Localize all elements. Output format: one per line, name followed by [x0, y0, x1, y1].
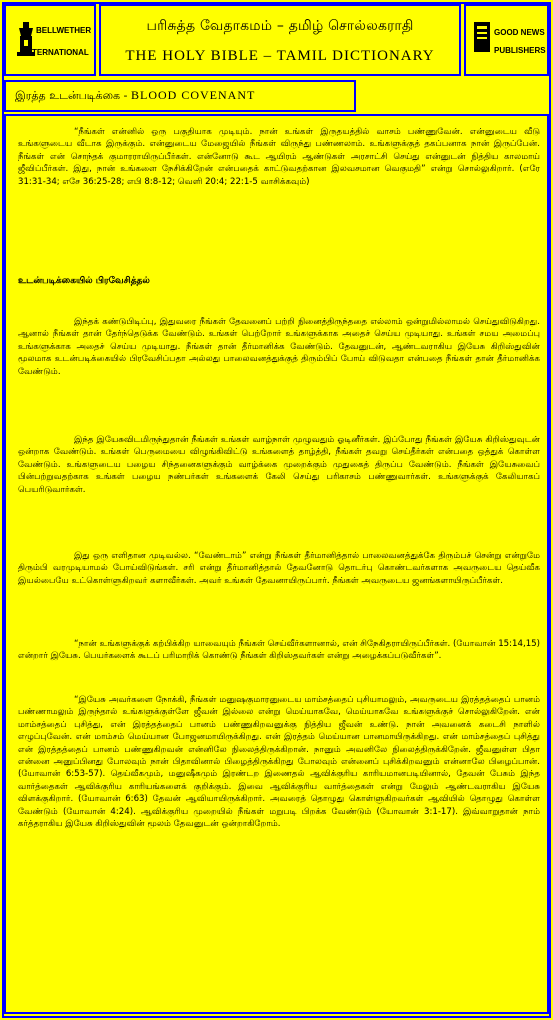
- paragraph-1: இந்தக் கண்டுபிடிப்பு, இதுவரை நீங்கள் தேவனைப் பற்றி நினைத்திருந்ததை எல்லாம் ஒன்றுமில்லாமல் செய்துவிடுகிறது. ஆனால் நீங்கள் தான் தேர்ந்தெடுக்க வேண்டும். உங்கள் பெற்றோர் உங்களுக்காக அதைச் செய்ய முடியாது. உங்கள் சமய அமைப்பு உங்களுக்காக அதைச் செய்ய முடியாது. நீங்கள் தான் தீர்மானிக்க வேண்டும். தேவனுடன், ஆண்டவராகிய இயேசு கிறிஸ்துவின் மூலமாக உடன்படிக்கையில் பிரவேசிப்பதா அல்லது பாலைவனத்துக்குத் திரும்பிப் போய் விடுவதா என்பதை நீங்கள் தான் தீர்மானிக்க வேண்டும்.: [18, 317, 540, 377]
- paragraph-4: “நான் உங்களுக்குக் கற்பிக்கிற யாவையும் நீங்கள் செய்வீர்களானால், என் சிநேகிதராயிருப்பீர்கள். (யோவான் 15:14,15) என்றார் இயேசு. பெயர்களைக் கூடப் பரிமாறிக் கொண்டு நீங்கள் கிறிஸ்தவர்கள் என்று அழைக்கப்படுவீர்கள்”.: [18, 639, 540, 662]
- bellwether-logo: [4, 4, 96, 76]
- title-english: THE HOLY BIBLE – TAMIL DICTIONARY: [125, 48, 435, 64]
- paragraph-2: இந்த இயேசுவிடமிருந்துதான் நீங்கள் உங்கள் வாழ்நாள் முழுவதும் ஓடினீர்கள். இப்போது நீங்கள் இயேசு கிறிஸ்துவுடன் ஒன்றாக வேண்டும். உங்கள் பெருமையை விழுங்கிவிட்டு உங்களைத் தாழ்த்தி, நீங்கள் தவறு செய்தீர்கள் என்பதை ஒத்துக் கொள்ள வேண்டும். உங்களுடைய பழைய சிந்தனைகளுக்கும் வாழ்க்கை முறைக்கும் முதுகைத் திருப்ப வேண்டும். நீங்கள் இயேசுவைப் பின்பற்றுவதற்காக உங்கள் பழைய நண்பர்கள் உங்களைக் கேலி செய்து பரிகாசம் பண்ணுவார்கள். உங்களுக்குக் கேலியாகப் பெயரிடுவார்கள்.: [18, 435, 540, 495]
- header: [4, 4, 549, 76]
- section-title-tamil: இரத்த உடன்படிக்கை -: [15, 89, 131, 102]
- good-news-logo: [464, 4, 549, 76]
- intro-paragraph: “நீங்கள் என்னில் ஒரு பகுதியாக முடியும். நான் உங்கள் இருதயத்தில் வாசம் பண்ணுவேன். என்னுடைய வீடு உங்களுடைய வீடாக இருக்கும். என்னுடைய மேஜையில் நீங்கள் விருந்து பண்ணலாம். உங்களுக்குத் தகப்பனாக நான் இருப்பேன். நீங்கள் என் சொந்தக் குமாரராயிருப்பீர்கள். என்னோடு கூட ஆயிரம் ஆண்டுகள் அரசாட்சி செய்து என்னுடன் நித்திய காலமாய் ஜீவிப்பீர்கள். இது, நான் உங்களை நேசிக்கிறேன் என்பதைக் காட்டுவதற்கான இலவசமான வெகுமதி” என்று சொல்லுகிறார். (எரே 31:31-34; எசே 36:25-28; எபி 8:8-12; வெளி 20:4; 22:1-5 வாசிக்கவும்): [18, 127, 540, 187]
- subheading: உடன்படிக்கையில் பிரவேசித்தல்: [18, 276, 150, 286]
- bellwether-name: BELLWETHER: [36, 26, 92, 35]
- book-icon: [472, 20, 492, 56]
- title-box: [99, 4, 461, 76]
- paragraph-3: இது ஒரு எளிதான முடிவல்ல. “வேண்டாம்” என்று நீங்கள் தீர்மானித்தால் பாலைவனத்துக்கே திரும்பச் சென்று என்றுமே திரும்பி வரமுடியாமல் போய்விடுங்கள். சரி என்று தீர்மானித்தால் தேவனோடு தொடர்பு கொண்டவர்களாக அவருடைய தெய்வீக இயல்பையே உட்கொள்ளுகிறவர் களாவீர்கள். அவர் உங்கள் தேவனாயிருப்பார். நீங்கள் அவருடைய ஜனங்களாயிருப்பீர்கள்.: [18, 551, 540, 586]
- publishers-name: PUBLISHERS: [494, 46, 546, 55]
- section-title-english: BLOOD COVENANT: [131, 88, 256, 102]
- content-box: [4, 114, 549, 1014]
- section-title: [4, 80, 356, 112]
- title-tamil: பரிசுத்த வேதாகமம் – தமிழ் சொல்லகராதி: [146, 18, 414, 34]
- paragraph-5: “இயேசு அவர்களை நோக்கி, நீங்கள் மனுஷகுமாரனுடைய மாம்சத்தைப் புசியாமலும், அவருடைய இரத்தத்தைப் பானம் பண்ணாமலும் இருந்தால் உங்களுக்குள்ளே ஜீவன் இல்லை என்று மெய்யாகவே, மெய்யாகவே உங்களுக்குச் சொல்லுகிறேன். என் மாம்சத்தைப் புசித்து, என் இரத்தத்தைப் பானம் பண்ணுகிறவனுக்கு நித்திய ஜீவன் உண்டு. நான் அவனைக் கடைசி நாளில் எழுப்புவேன். என் மாம்சம் மெய்யான போஜனமாயிருக்கிறது. என் இரத்தம் மெய்யான பானமாயிருக்கிறது. என் மாம்சத்தைப் புசித்து என் இரத்தத்தைப் பானம் பண்ணுகிறவன் என்னிலே நிலைத்திருக்கிறான். நானும் அவனிலே நிலைத்திருக்கிறேன். ஜீவனுள்ள பிதா என்னை அனுப்பினது போலவும் நான் பிதாவினால் பிழைத்திருக்கிறது போலவும் என்னைப் புசிக்கிறவனும் என்னாலே பிழைப்பான். (யோவான் 6:53-57). தெய்வீகமும், மனுஷீகமும் இரண்டற இணைதல் ஆவிக்குரிய காரியமானபடியினால், தேவன் பேசும் இந்த வார்த்தைகள் ஆவிக்குரிய காரியங்களைக் குறிக்கும். இவை ஆவிக்குரிய வார்த்தைகள் என்று மேலும் ஆண்டவராகிய இயேசு விளக்குகிறார். (யோவான் 6:63) தேவன் ஆவியாயிருக்கிறார். அவரைத் தொழுது கொள்ளுகிறவர்கள் ஆவியில் தொழுது கொள்ள வேண்டும் (யோவான் 4:24). ஆவிக்குரிய முறையில் நீங்கள் மறுபடி பிறக்க வேண்டும் (யோவான் 3:1-17). இவ்வாறுதான் நாம் கர்த்தராகிய இயேசு கிறிஸ்துவின் மூலம் தேவனுடன் ஒன்றாகிறோம்.: [18, 695, 540, 830]
- international-name: INTERNATIONAL: [24, 48, 89, 57]
- good-news-name: GOOD NEWS: [494, 28, 545, 37]
